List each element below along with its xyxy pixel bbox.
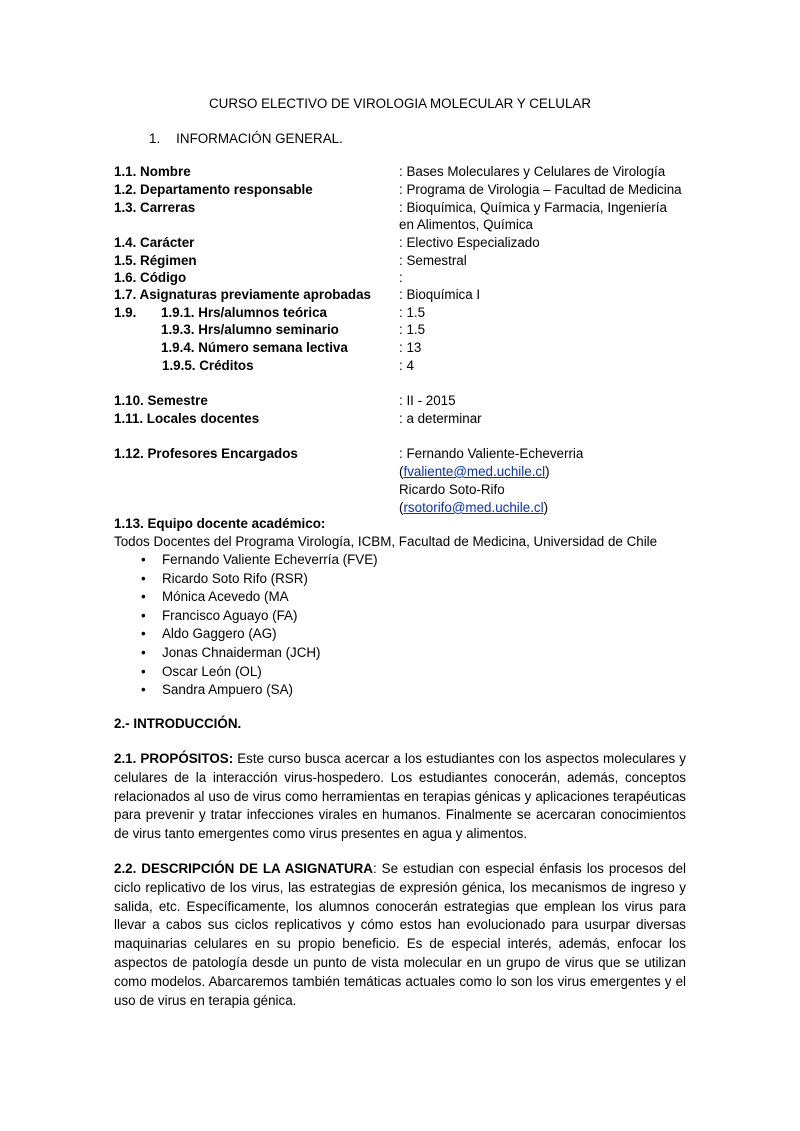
hours-value: : 1.5 xyxy=(399,305,426,320)
section2-heading: 2.- INTRODUCCIÓN. xyxy=(114,716,242,731)
bullet-icon: • xyxy=(141,589,146,605)
professor-name: : Fernando Valiente-Echeverria xyxy=(399,446,584,461)
info-value: : II - 2015 xyxy=(399,393,456,408)
info-key: 1.3. Carreras xyxy=(114,200,196,215)
hours-key: 1.9.3. Hrs/alumno seminario xyxy=(161,322,339,337)
list-item xyxy=(114,588,378,607)
list-item xyxy=(114,607,378,626)
hours-value: : 4 xyxy=(399,358,414,373)
bullet-icon: • xyxy=(141,570,146,586)
info-value: : Bioquímica I xyxy=(399,287,481,302)
hours-key: 1.9.4. Número semana lectiva xyxy=(161,340,348,355)
purposes-text: Este curso busca acercar a los estudiantes con los aspectos moleculares y celulares de la interacción virus-hospedero. Los estudiantes conocerán, además, conceptos relacionados al uso de virus como herramientas en terapias génicas y aplicaciones terapéuticas para prevenir y tratar infecciones virales en humanos. Finalmente se acercaran conocimientos de virus tanto emergentes como virus presentes en agua y alimentos. xyxy=(114,751,686,842)
document-title: CURSO ELECTIVO DE VIROLOGIA MOLECULAR Y CELULAR xyxy=(209,96,591,111)
professor-email-link[interactable]: fvaliente@med.uchile.cl xyxy=(403,464,546,479)
professor-email-wrap: (rsotorifo@med.uchile.cl) xyxy=(399,500,549,515)
bullet-icon: • xyxy=(141,682,146,698)
list-item xyxy=(114,681,378,700)
list-item xyxy=(114,663,378,682)
info-key: 1.7. Asignaturas previamente aprobadas xyxy=(114,287,371,302)
info-value: : Semestral xyxy=(399,253,467,268)
team-member-name: Ricardo Soto Rifo (RSR) xyxy=(162,570,308,586)
team-member-name: Aldo Gaggero (AG) xyxy=(162,626,277,642)
info-value: : Electivo Especializado xyxy=(399,235,540,250)
team-intro: Todos Docentes del Programa Virología, ICBM, Facultad de Medicina, Universidad de Chile xyxy=(114,534,658,549)
purposes-label: 2.1. PROPÓSITOS: xyxy=(114,751,234,766)
list-item xyxy=(114,551,378,570)
team-member-name: Francisco Aguayo (FA) xyxy=(162,607,298,623)
info-value: : xyxy=(399,270,403,285)
bullet-icon: • xyxy=(141,626,146,642)
info-key: 1.6. Código xyxy=(114,270,187,285)
info-key: 1.10. Semestre xyxy=(114,393,208,408)
info-key: 1.11. Locales docentes xyxy=(114,411,260,426)
list-item xyxy=(114,625,378,644)
team-member-name: Fernando Valiente Echeverría (FVE) xyxy=(162,552,378,567)
professor-email-link[interactable]: rsotorifo@med.uchile.cl xyxy=(403,500,544,515)
team-member-name: Sandra Ampuero (SA) xyxy=(162,682,293,698)
team-heading: 1.13. Equipo docente académico: xyxy=(114,516,326,531)
bullet-icon: • xyxy=(141,607,146,623)
list-item xyxy=(114,570,378,589)
hours-prefix: 1.9. xyxy=(114,305,137,320)
bullet-icon: • xyxy=(141,644,146,660)
description-paragraph xyxy=(114,860,686,1010)
section1-heading xyxy=(149,131,343,146)
description-text: : Se estudian con especial énfasis los procesos del ciclo replicativo de los virus, las estrategias de expresión génica, los mecanismos de ingreso y salida, etc. Específicamente, los alumnos conocerán estrategias que emplean los virus para llevar a cabos sus ciclos replicativos y cómo estos han evolucionado para usurpar diversas maquinarias celulares en su propio beneficio. Es de especial interés, además, enfocar los aspectos de patología desde un punto de vista molecular en un grupo de virus que se utilizan como modelos. Abarcaremos también temáticas actuales como lo son los virus emergentes y el uso de virus en terapia génica. xyxy=(114,861,686,1008)
team-member-name: Oscar León (OL) xyxy=(162,663,262,679)
info-value: : a determinar xyxy=(399,411,482,426)
info-key: 1.12. Profesores Encargados xyxy=(114,446,298,461)
team-member-list xyxy=(114,551,378,700)
info-key: 1.4. Carácter xyxy=(114,235,195,250)
bullet-icon: • xyxy=(141,552,146,567)
section1-number: 1. xyxy=(149,131,161,146)
hours-value: : 1.5 xyxy=(399,322,426,337)
info-key: 1.2. Departamento responsable xyxy=(114,182,313,197)
info-key: 1.5. Régimen xyxy=(114,253,197,268)
info-key: 1.1. Nombre xyxy=(114,164,191,179)
hours-key: 1.9.5. Créditos xyxy=(162,358,254,373)
info-value: : Bases Moleculares y Celulares de Virología xyxy=(399,164,666,179)
list-item xyxy=(114,644,378,663)
professor-name: Ricardo Soto-Rifo xyxy=(399,482,505,497)
purposes-paragraph xyxy=(114,750,686,844)
hours-value: : 13 xyxy=(399,340,422,355)
hours-key: 1.9.1. Hrs/alumnos teórica xyxy=(161,305,327,320)
info-value: : Programa de Virologia – Facultad de Medicina xyxy=(399,182,682,197)
professor-email-wrap: (fvaliente@med.uchile.cl) xyxy=(399,464,550,479)
info-value-continued: en Alimentos, Química xyxy=(399,217,533,232)
info-value: : Bioquímica, Química y Farmacia, Ingeniería xyxy=(399,200,667,215)
bullet-icon: • xyxy=(141,663,146,679)
description-label: 2.2. DESCRIPCIÓN DE LA ASIGNATURA xyxy=(114,861,373,876)
team-member-name: Jonas Chnaiderman (JCH) xyxy=(162,644,321,660)
team-member-name: Mónica Acevedo (MA xyxy=(162,589,289,605)
section1-title: INFORMACIÓN GENERAL. xyxy=(176,131,343,146)
